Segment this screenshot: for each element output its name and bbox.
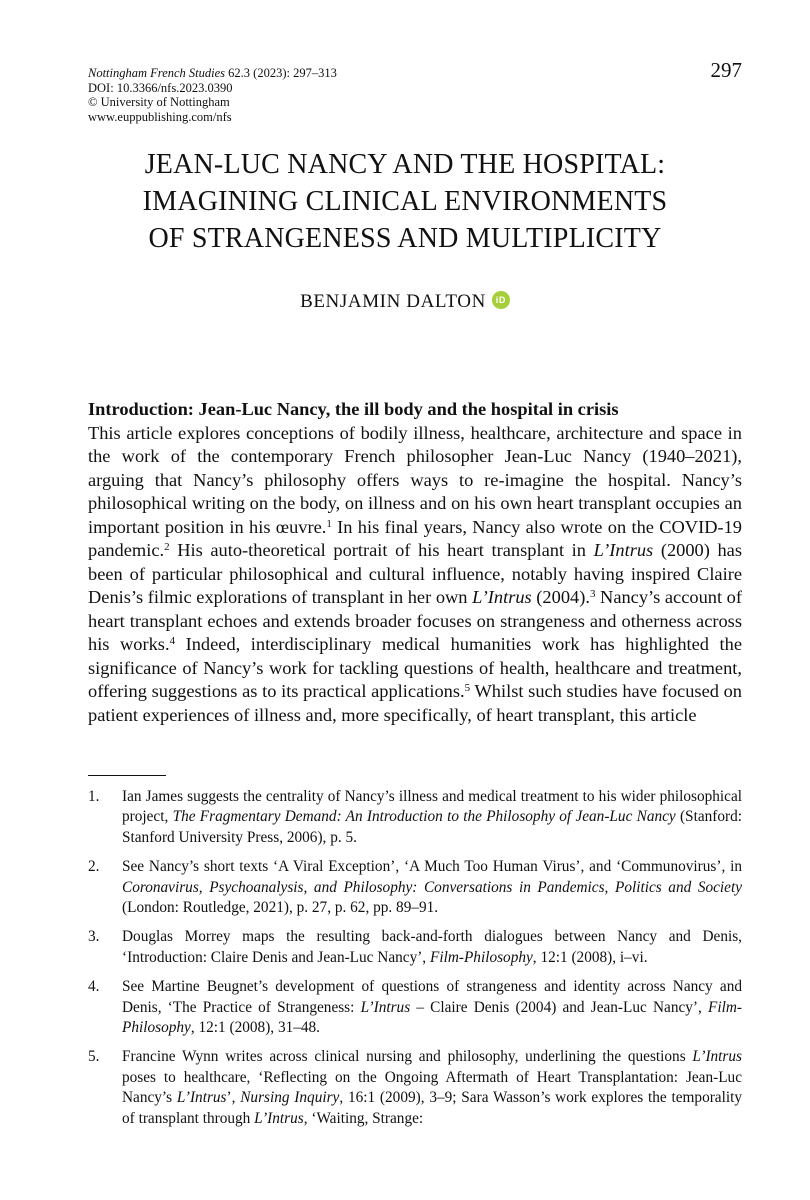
footnote [88,857,742,918]
italic-title: Film-Philosophy [122,998,742,1037]
title-line: OF STRANGENESS AND MULTIPLICITY [148,223,662,254]
text-run: , 12:1 (2008), i–vi. [532,948,648,966]
footnote-text [122,977,742,1038]
journal-metadata [88,66,337,124]
italic-title: L’Intrus [593,540,654,560]
footnote-divider [88,775,166,776]
text-run: , 12:1 (2008), 31–48. [190,1019,321,1037]
footnote-text [122,787,742,848]
copyright: © University of Nottingham [88,95,230,109]
journal-citation [88,66,337,81]
footnote-number: 2. [88,858,100,876]
title-line: IMAGINING CLINICAL ENVIRONMENTS [142,186,668,217]
footnote-ref[interactable]: 1 [326,517,332,530]
footnote-ref[interactable]: 5 [464,682,471,694]
italic-title: The Fragmentary Demand: An Introduction to the Philosophy of Jean-Luc Nancy [172,808,676,826]
text-run: – Claire Denis (2004) and Jean-Luc Nancy’, [410,998,708,1016]
orcid-icon[interactable] [492,291,510,309]
footnote-text [122,1047,742,1129]
footnote-number: 3. [88,928,100,946]
italic-title: Coronavirus, Psychoanalysis, and Philosophy: Conversations in Pandemics, Politics and Society [122,878,742,896]
text-run: , 16:1 (2009), 3–9; Sara Wasson’s work explores the temporality of transplant through [122,1089,742,1127]
italic-title: L’Intrus [472,587,532,607]
text-run: poses to healthcare, ‘Reflecting on the Ongoing Aftermath of Heart Transplantation: Jean-Luc Nancy’s [122,1068,742,1107]
text-run: (2004). [531,587,590,607]
text-run: In his final years, Nancy also wrote on the COVID-19 pandemic. [88,516,742,560]
footnote [88,927,742,968]
article-title [60,146,750,257]
doi: DOI: 10.3366/nfs.2023.0390 [88,80,233,95]
volume-pages: 62.3 (2023): 297–313 [225,66,337,80]
text-run: Indeed, interdisciplinary medical humanities work has highlighted the significance of Nancy’s work for tackling questions of health, healthcare and treatment, offering suggestions as to its practical applications. [88,634,742,701]
footnotes [88,787,742,1138]
italic-title: L’Intrus [176,1089,227,1107]
italic-title: Film-Philosophy [429,948,533,966]
section-heading: Introduction: Jean-Luc Nancy, the ill body and the hospital in crisis [88,399,619,419]
publisher-url: www.euppublishing.com/nfs [88,109,232,124]
footnote-number: 1. [88,788,100,805]
footnote [88,977,742,1038]
text-run: Ian James suggests the centrality of Nancy’s illness and medical treatment to his wider philosophical project, [122,788,742,826]
page-number: 297 [710,58,742,82]
text-run: (London: Routledge, 2021), p. 27, p. 62, pp. 89–91. [122,899,439,917]
text-run: Francine Wynn writes across clinical nursing and philosophy, underlining the questions [122,1048,693,1066]
text-run: (2000) has been of particular philosophical and cultural influence, notably having inspired Claire Denis’s filmic explorations of transplant in her own [88,540,743,607]
author-name: BENJAMIN DALTON [300,291,486,312]
footnote-text [122,927,742,968]
italic-title: L’Intrus [360,998,411,1016]
footnote [88,787,742,848]
footnote-ref[interactable]: 3 [589,588,596,600]
orcid-label: iD [495,295,506,305]
text-run: See Nancy’s short texts ‘A Viral Exception’, ‘A Much Too Human Virus’, and ‘Communovirus’, in [122,858,742,876]
footnote-text [122,857,742,918]
italic-title: L’Intrus [254,1109,304,1127]
italic-title: Nursing Inquiry [240,1089,340,1107]
title-line: JEAN-LUC NANCY AND THE HOSPITAL: [144,149,666,180]
text-run: Whilst such studies have focused on patient experiences of illness and, more specifically, of heart transplant, this article [88,681,742,725]
text-run: (Stanford: Stanford University Press, 2006), p. 5. [122,808,742,846]
text-run: His auto-theoretical portrait of his heart transplant in [169,540,594,560]
italic-title: L’Intrus [692,1048,742,1066]
footnote [88,1047,742,1129]
intro-paragraph [88,422,742,728]
text-run: , ‘Waiting, Strange: [303,1109,424,1127]
author-line [0,291,810,313]
text-run: See Martine Beugnet’s development of questions of strangeness and identity across Nancy and Denis, ‘The Practice of Strangeness: [122,978,742,1016]
article-body [88,398,742,727]
text-run: Douglas Morrey maps the resulting back-and-forth dialogues between Nancy and Denis, ‘Introduction: Claire Denis and Jean-Luc Nancy’, [122,928,742,966]
text-run: ’, [226,1089,241,1107]
footnote-number: 5. [88,1048,100,1066]
footnote-ref[interactable]: 2 [164,541,170,553]
text-run: Nancy’s account of heart transplant echoes and extends broader focuses on strangeness and otherness across his works. [88,587,742,654]
footnote-ref[interactable]: 4 [169,635,176,647]
text-run: This article explores conceptions of bodily illness, healthcare, architecture and space in the work of the contemporary French philosopher Jean-Luc Nancy (1940–2021), arguing that Nancy’s philosophy offers ways to re-imagine the hospital. Nancy’s philosophical writing on the body, on illness and on his own heart transplant occupies an important position in his œuvre. [88,422,742,537]
journal-name: Nottingham French Studies [88,66,226,80]
footnote-number: 4. [88,978,100,996]
